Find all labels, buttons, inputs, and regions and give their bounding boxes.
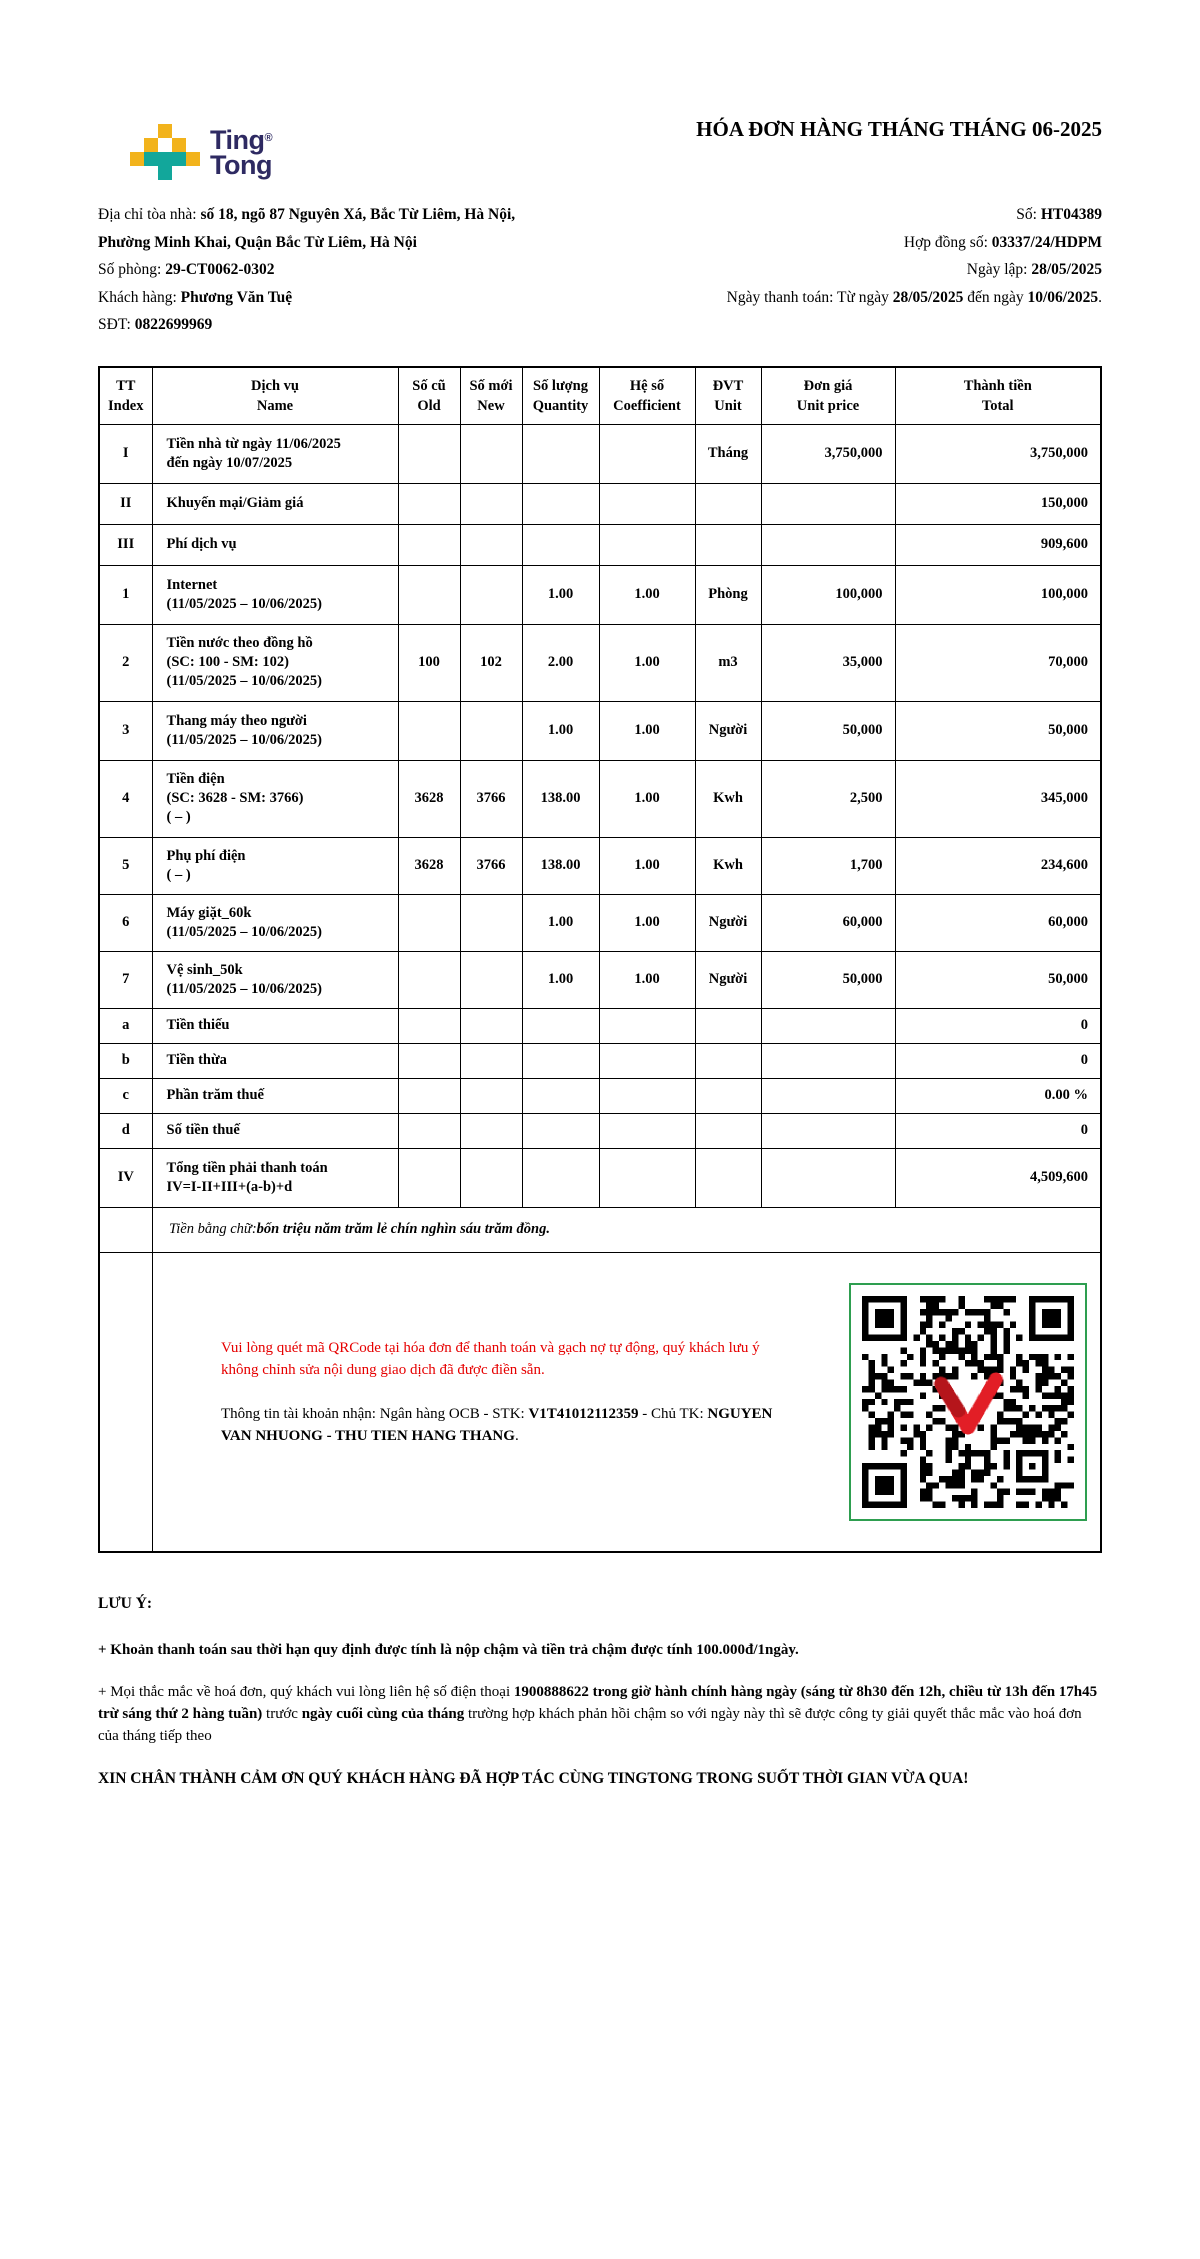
table-row [100, 894, 1100, 951]
cell-service-name: Khuyến mại/Giảm giá [152, 483, 398, 524]
cell-quantity [522, 424, 599, 483]
cell-unit-price: 100,000 [761, 565, 895, 624]
table-row [100, 1043, 1100, 1078]
cell-service-name: Phí dịch vụ [152, 524, 398, 565]
note-late-payment: + Khoản thanh toán sau thời hạn quy định được tính là nộp chậm và tiền trả chậm được tính 100.000đ/1ngày. [98, 1641, 799, 1658]
cell-index: 1 [100, 565, 152, 624]
table-row [100, 483, 1100, 524]
cell-coefficient [599, 1008, 695, 1043]
cell-unit-price: 3,750,000 [761, 424, 895, 483]
cell-coefficient [599, 483, 695, 524]
cell-total: 0 [895, 1043, 1100, 1078]
cell-old-reading [398, 701, 460, 760]
amount-in-words-value: bốn triệu năm trăm lẻ chín nghìn sáu trăm đồng. [256, 1221, 550, 1237]
cell-unit-price: 1,700 [761, 837, 895, 894]
table-row [100, 1008, 1100, 1043]
customer-name: Khách hàng: Phương Văn Tuệ [98, 288, 293, 306]
thank-you-line: XIN CHÂN THÀNH CẢM ƠN QUÝ KHÁCH HÀNG ĐÃ HỢP TÁC CÙNG TINGTONG TRONG SUỐT THỜI GIAN VỪA QUA! [98, 1769, 969, 1787]
cell-unit [695, 1113, 761, 1148]
cell-coefficient: 1.00 [599, 760, 695, 837]
cell-old-reading [398, 524, 460, 565]
cell-service-name: Tiền thiếu [152, 1008, 398, 1043]
customer-phone: SĐT: 0822699969 [98, 316, 213, 333]
table-row [100, 524, 1100, 565]
cell-new-reading [460, 701, 522, 760]
cell-service-name: Tổng tiền phải thanh toán IV=I-II+III+(a-b)+d [152, 1148, 398, 1207]
room-number: Số phòng: 29-CT0062-0302 [98, 261, 275, 278]
logo-text [210, 126, 272, 178]
logo-pixel-icon [130, 124, 200, 180]
cell-coefficient: 1.00 [599, 837, 695, 894]
cell-new-reading [460, 424, 522, 483]
cell-new-reading: 102 [460, 624, 522, 701]
cell-index: III [100, 524, 152, 565]
cell-unit-price [761, 1113, 895, 1148]
charges-table-wrapper [98, 366, 1102, 1553]
building-address-line1: Địa chỉ tòa nhà: số 18, ngõ 87 Nguyên Xá, Bắc Từ Liêm, Hà Nội, [98, 206, 516, 223]
cell-unit-price [761, 1043, 895, 1078]
invoice-title: HÓA ĐƠN HÀNG THÁNG THÁNG 06-2025 [696, 117, 1102, 141]
cell-total: 150,000 [895, 483, 1100, 524]
cell-coefficient: 1.00 [599, 701, 695, 760]
header-coefficient: Hệ số Coefficient [599, 368, 695, 425]
cell-old-reading [398, 483, 460, 524]
cell-new-reading [460, 483, 522, 524]
invoice-number: Số: HT04389 [1016, 206, 1102, 223]
cell-new-reading [460, 1043, 522, 1078]
amount-in-words-label: Tiền bằng chữ: [169, 1221, 257, 1237]
cell-old-reading: 100 [398, 624, 460, 701]
cell-unit-price: 60,000 [761, 894, 895, 951]
cell-index: 4 [100, 760, 152, 837]
cell-old-reading [398, 424, 460, 483]
cell-unit-price [761, 1078, 895, 1113]
issue-date: Ngày lập: 28/05/2025 [966, 261, 1102, 278]
cell-index: 5 [100, 837, 152, 894]
cell-total: 70,000 [895, 624, 1100, 701]
bank-account-info: Thông tin tài khoản nhận: Ngân hàng OCB - STK: V1T41012112359 - Chủ TK: NGUYEN VAN NHUONG - THU TIEN HANG THANG. [221, 1405, 773, 1444]
cell-quantity [522, 1113, 599, 1148]
cell-total: 60,000 [895, 894, 1100, 951]
table-row [100, 565, 1100, 624]
cell-service-name: Tiền điện (SC: 3628 - SM: 3766) ( – ) [152, 760, 398, 837]
payment-qr-row [100, 1253, 1100, 1551]
header-index: TT Index [100, 368, 152, 425]
cell-old-reading [398, 1148, 460, 1207]
logo-text-bottom: Tong [210, 150, 272, 180]
cell-new-reading: 3766 [460, 837, 522, 894]
cell-index: c [100, 1078, 152, 1113]
cell-total: 3,750,000 [895, 424, 1100, 483]
table-row [100, 1113, 1100, 1148]
cell-total: 50,000 [895, 701, 1100, 760]
cell-unit: Người [695, 951, 761, 1008]
cell-coefficient: 1.00 [599, 951, 695, 1008]
cell-coefficient [599, 524, 695, 565]
registered-mark: ® [264, 132, 273, 144]
cell-old-reading: 3628 [398, 760, 460, 837]
cell-new-reading [460, 951, 522, 1008]
header [98, 112, 1102, 180]
cell-total: 4,509,600 [895, 1148, 1100, 1207]
cell-old-reading [398, 1043, 460, 1078]
cell-old-reading [398, 894, 460, 951]
cell-index: IV [100, 1148, 152, 1207]
cell-old-reading [398, 1078, 460, 1113]
qr-code-frame [849, 1283, 1087, 1521]
cell-new-reading [460, 524, 522, 565]
table-row [100, 951, 1100, 1008]
cell-coefficient: 1.00 [599, 565, 695, 624]
header-quantity: Số lượng Quantity [522, 368, 599, 425]
amount-in-words-row [100, 1208, 1100, 1253]
cell-unit: Người [695, 701, 761, 760]
cell-index: b [100, 1043, 152, 1078]
cell-index: 2 [100, 624, 152, 701]
tingtong-logo [130, 124, 272, 180]
cell-total: 50,000 [895, 951, 1100, 1008]
cell-coefficient [599, 1043, 695, 1078]
cell-old-reading [398, 1113, 460, 1148]
cell-total: 909,600 [895, 524, 1100, 565]
cell-unit: Kwh [695, 837, 761, 894]
cell-unit: Kwh [695, 760, 761, 837]
building-address-line2: Phường Minh Khai, Quận Bắc Từ Liêm, Hà Nội [98, 233, 417, 251]
table-row [100, 701, 1100, 760]
cell-service-name: Vệ sinh_50k (11/05/2025 – 10/06/2025) [152, 951, 398, 1008]
cell-coefficient: 1.00 [599, 894, 695, 951]
header-service: Dịch vụ Name [152, 368, 398, 425]
cell-quantity: 1.00 [522, 565, 599, 624]
cell-quantity [522, 1043, 599, 1078]
cell-coefficient [599, 424, 695, 483]
notes-heading: LƯU Ý: [98, 1594, 153, 1612]
cell-unit [695, 524, 761, 565]
cell-index: I [100, 424, 152, 483]
payment-instructions [153, 1253, 836, 1551]
cell-coefficient [599, 1078, 695, 1113]
cell-total: 0.00 % [895, 1078, 1100, 1113]
cell-unit-price [761, 1008, 895, 1043]
header-unit-price: Đơn giá Unit price [761, 368, 895, 425]
cell-quantity [522, 483, 599, 524]
cell-unit-price: 50,000 [761, 951, 895, 1008]
cell-quantity: 2.00 [522, 624, 599, 701]
cell-quantity: 1.00 [522, 701, 599, 760]
cell-quantity: 1.00 [522, 951, 599, 1008]
logo-text-top: Ting [210, 125, 265, 155]
cell-unit [695, 1008, 761, 1043]
cell-total: 0 [895, 1113, 1100, 1148]
table-body [100, 424, 1100, 1207]
cell-unit-price: 35,000 [761, 624, 895, 701]
header-new: Số mới New [460, 368, 522, 425]
cell-quantity [522, 524, 599, 565]
cell-unit-price [761, 483, 895, 524]
cell-old-reading: 3628 [398, 837, 460, 894]
notes-section [98, 1593, 1102, 1790]
cell-service-name: Internet (11/05/2025 – 10/06/2025) [152, 565, 398, 624]
cell-new-reading [460, 1113, 522, 1148]
table-header-row [100, 368, 1100, 425]
cell-service-name: Thang máy theo người (11/05/2025 – 10/06/2025) [152, 701, 398, 760]
info-section [98, 206, 1102, 344]
cell-quantity [522, 1008, 599, 1043]
cell-unit [695, 1078, 761, 1113]
cell-old-reading [398, 951, 460, 1008]
cell-total: 0 [895, 1008, 1100, 1043]
cell-unit: m3 [695, 624, 761, 701]
cell-old-reading [398, 1008, 460, 1043]
cell-index: 6 [100, 894, 152, 951]
cell-index: d [100, 1113, 152, 1148]
cell-service-name: Phần trăm thuế [152, 1078, 398, 1113]
table-row [100, 1078, 1100, 1113]
cell-quantity: 138.00 [522, 760, 599, 837]
cell-coefficient [599, 1113, 695, 1148]
table-row [100, 624, 1100, 701]
cell-unit [695, 483, 761, 524]
cell-unit-price [761, 1148, 895, 1207]
cell-service-name: Số tiền thuế [152, 1113, 398, 1148]
cell-index: II [100, 483, 152, 524]
cell-unit: Người [695, 894, 761, 951]
cell-new-reading: 3766 [460, 760, 522, 837]
payment-period: Ngày thanh toán: Từ ngày 28/05/2025 đến ngày 10/06/2025. [726, 288, 1102, 306]
note-contact: + Mọi thắc mắc về hoá đơn, quý khách vui lòng liên hệ số điện thoại 1900888622 trong giờ hành chính hàng ngày (sáng từ 8h30 đến 12h, chiều từ 13h đến 17h45 trừ sáng thứ 2 hàng tuần) trước ngày cuối cùng của tháng trường hợp khách phản hồi chậm so với ngày này thì sẽ được công ty giải quyết thắc mắc vào hoá đơn của tháng tiếp theo [98, 1683, 1098, 1744]
cell-quantity [522, 1078, 599, 1113]
cell-total: 345,000 [895, 760, 1100, 837]
cell-service-name: Máy giặt_60k (11/05/2025 – 10/06/2025) [152, 894, 398, 951]
cell-unit: Phòng [695, 565, 761, 624]
cell-coefficient: 1.00 [599, 624, 695, 701]
table-row [100, 424, 1100, 483]
cell-service-name: Tiền thừa [152, 1043, 398, 1078]
cell-new-reading [460, 565, 522, 624]
cell-unit-price [761, 524, 895, 565]
cell-index: a [100, 1008, 152, 1043]
cell-index: 3 [100, 701, 152, 760]
table-row [100, 837, 1100, 894]
charges-table [100, 368, 1100, 1208]
cell-new-reading [460, 1148, 522, 1207]
cell-new-reading [460, 1078, 522, 1113]
table-row [100, 760, 1100, 837]
amount-in-words [153, 1208, 1100, 1252]
cell-unit: Tháng [695, 424, 761, 483]
cell-unit-price: 50,000 [761, 701, 895, 760]
cell-unit [695, 1043, 761, 1078]
cell-coefficient [599, 1148, 695, 1207]
cell-service-name: Phụ phí điện ( – ) [152, 837, 398, 894]
header-old: Số cũ Old [398, 368, 460, 425]
header-unit: ĐVT Unit [695, 368, 761, 425]
cell-total: 234,600 [895, 837, 1100, 894]
cell-new-reading [460, 1008, 522, 1043]
qr-payment-warning: Vui lòng quét mã QRCode tại hóa đơn để thanh toán và gạch nợ tự động, quý khách lưu ý không chỉnh sửa nội dung giao dịch đã được điền sẵn. [221, 1339, 760, 1378]
cell-quantity: 138.00 [522, 837, 599, 894]
table-row [100, 1148, 1100, 1207]
qr-code-cell [836, 1253, 1100, 1551]
cell-unit-price: 2,500 [761, 760, 895, 837]
cell-quantity [522, 1148, 599, 1207]
cell-old-reading [398, 565, 460, 624]
cell-service-name: Tiền nhà từ ngày 11/06/2025 đến ngày 10/07/2025 [152, 424, 398, 483]
contract-number: Hợp đồng số: 03337/24/HDPM [903, 233, 1102, 251]
cell-total: 100,000 [895, 565, 1100, 624]
header-total: Thành tiền Total [895, 368, 1100, 425]
cell-index: 7 [100, 951, 152, 1008]
qr-code-icon [862, 1296, 1074, 1508]
cell-quantity: 1.00 [522, 894, 599, 951]
cell-unit [695, 1148, 761, 1207]
cell-service-name: Tiền nước theo đồng hồ (SC: 100 - SM: 102) (11/05/2025 – 10/06/2025) [152, 624, 398, 701]
cell-new-reading [460, 894, 522, 951]
